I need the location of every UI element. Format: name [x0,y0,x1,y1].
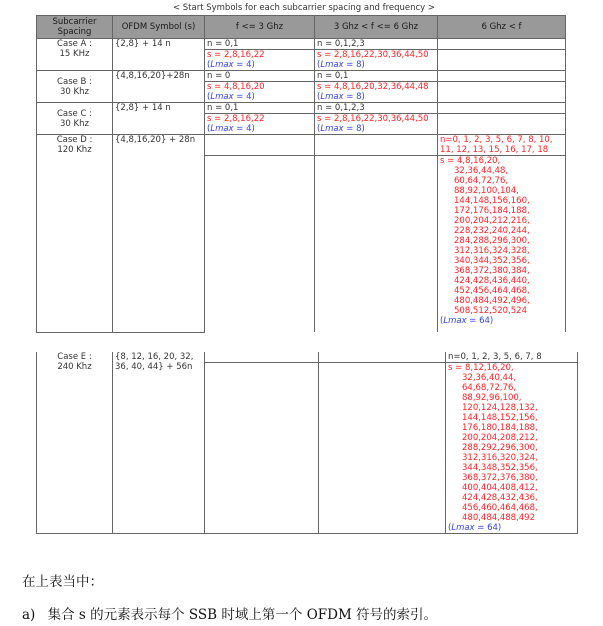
s-cell [315,50,438,71]
s-values-line: 288,292,296,300, [462,443,538,453]
s-values-line: 144,148,156,160, [454,196,530,206]
s-values-line: 176,180,184,188, [462,423,538,433]
s-values-line: 32,36,44,48, [454,166,509,176]
note-item-a-text: 集合 s 的元素表示每个 SSB 时域上第一个 OFDM 符号的索引。 [47,607,438,623]
case-scs: 120 Khz [57,145,92,155]
s-values-line: 400,404,408,412, [462,483,538,493]
header-f-le-3ghz: f <= 3 Ghz [205,16,315,39]
s-values-line: 344,348,352,356, [462,463,538,473]
start-symbols-table-continued [36,352,578,534]
table-row-case-d [37,135,566,156]
s-values-line: 480,484,488,492 [462,513,536,523]
n-cell: n = 0 [205,71,315,82]
s-values-line: 424,428,436,440, [454,276,530,286]
lmax-label: (Lmax = 4) [207,60,255,70]
ofdm-symbol-cell: {2,8} + 14 n [113,103,205,135]
s-cell [315,114,438,135]
case-name: Case B : [57,76,92,87]
s-values-line: 456,460,464,468, [462,503,538,513]
notes-intro: 在上表当中： [22,574,103,590]
n-cell: n = 0,1 [315,71,438,82]
s-values-line: 88,92,100,104, [454,186,519,196]
lmax-label: (Lmax = 4) [207,92,255,102]
s-cell [205,114,315,135]
empty-cell [319,363,446,534]
s-cell [205,50,315,71]
s-values: s = 4,8,16,20 [207,82,265,92]
header-subcarrier-spacing: Subcarrier Spacing [37,16,113,39]
n-cell: n = 0,1 [205,39,315,50]
lmax-label: (Lmax = 8) [317,92,365,102]
empty-cell [319,352,446,363]
case-label [37,71,113,103]
case-name: Case C : [56,108,92,119]
case-name: Case A : [57,39,92,49]
empty-cell [205,156,315,333]
s-values-line: 340,344,352,356, [454,256,530,266]
note-item-a [22,603,437,623]
s-values-line: 312,316,324,328, [454,246,530,256]
ofdm-symbol-cell: {4,8,16,20} + 28n [113,135,205,333]
s-values-line: 424,428,432,436, [462,493,538,503]
table-row-case-a [37,39,566,50]
s-cell [315,82,438,103]
note-item-a-label: a) [22,607,36,623]
table-row-case-c [37,103,566,114]
s-values-line: 60,64,72,76, [454,176,509,186]
s-cell [205,82,315,103]
empty-cell [438,114,566,135]
ofdm-symbol-cell: {4,8,16,20}+28n [113,71,205,103]
s-values-line: 284,288,296,300, [454,236,530,246]
case-scs: 15 KHz [59,49,90,59]
s-values-line: 64,68,72,76, [462,383,517,393]
s-values-line: 172,176,184,188, [454,206,530,216]
s-values-line: 88,92,96,100, [462,393,522,403]
case-name: Case D : [56,135,93,145]
header-ofdm-symbol: OFDM Symbol (s) [113,16,205,39]
s-values-line: 452,456,464,468, [454,286,530,296]
case-label [37,103,113,135]
start-symbols-table [36,15,566,333]
s-values: s = 2,8,16,22,30,36,44,50 [317,50,429,60]
empty-cell [438,50,566,71]
case-label [37,39,113,71]
s-values-line: 368,372,380,384, [454,266,530,276]
empty-cell [438,71,566,82]
lmax-label: (Lmax = 8) [317,60,365,70]
header-row [37,16,566,39]
s-values-line: 200,204,208,212, [462,433,538,443]
case-label [37,135,113,333]
s-values-line: 312,316,320,324, [462,453,538,463]
empty-cell [438,82,566,103]
s-values: s = 2,8,16,22 [207,114,265,124]
empty-cell [438,39,566,50]
lmax-label: (Lmax = 8) [317,124,365,134]
lmax-label: (Lmax = 4) [207,124,255,134]
s-values-line: 120,124,128,132, [462,403,538,413]
empty-cell [205,363,319,534]
empty-cell [438,103,566,114]
s-values-line: 200,204,212,216, [454,216,530,226]
ofdm-symbol-cell: {8, 12, 16, 20, 32, 36, 40, 44} + 56n [113,352,205,534]
empty-cell [315,156,438,333]
empty-cell [315,135,438,156]
s-cell [446,363,578,534]
s-values-line: 480,484,492,496, [454,296,530,306]
table-row-case-b [37,71,566,82]
s-values-line: 228,232,240,244, [454,226,530,236]
lmax-label: (Lmax = 64) [448,523,502,533]
s-cell [438,156,566,333]
n-cell: n = 0,1 [205,103,315,114]
s-values-line: 144,148,152,156, [462,413,538,423]
s-values: s = 4,8,16,20,32,36,44,48 [317,82,429,92]
case-name: Case E : [57,352,92,362]
table-caption: < Start Symbols for each subcarrier spacing and frequency > [172,3,436,13]
case-scs: 30 Khz [60,118,89,129]
case-scs: 30 Khz [60,86,89,97]
s-values-first: s = 4,8,16,20, [440,156,501,166]
header-f-gt-6ghz: 6 Ghz < f [438,16,566,39]
s-values-line: 32,36,40,44, [462,373,517,383]
s-values-line: 508,512,520,524 [454,306,528,316]
s-values-line: 368,372,376,380, [462,473,538,483]
n-cell: n=0, 1, 2, 3, 5, 6, 7, 8, 10, 11, 12, 13, 15, 16, 17, 18 [438,135,566,156]
header-f-3-6ghz: 3 Ghz < f <= 6 Ghz [315,16,438,39]
empty-cell [205,352,319,363]
n-cell: n = 0,1,2,3 [315,103,438,114]
case-label [37,352,113,534]
s-values: s = 2,8,16,22 [207,50,265,60]
lmax-label: (Lmax = 64) [440,316,494,326]
table-row-case-e [37,352,578,363]
ofdm-symbol-cell: {2,8} + 14 n [113,39,205,71]
s-values: s = 2,8,16,22,30,36,44,50 [317,114,429,124]
n-cell: n = 0,1,2,3 [315,39,438,50]
case-scs: 240 Khz [57,362,92,372]
s-values-first: s = 8,12,16,20, [448,363,514,373]
n-cell: n=0, 1, 2, 3, 5, 6, 7, 8 [446,352,578,363]
empty-cell [205,135,315,156]
